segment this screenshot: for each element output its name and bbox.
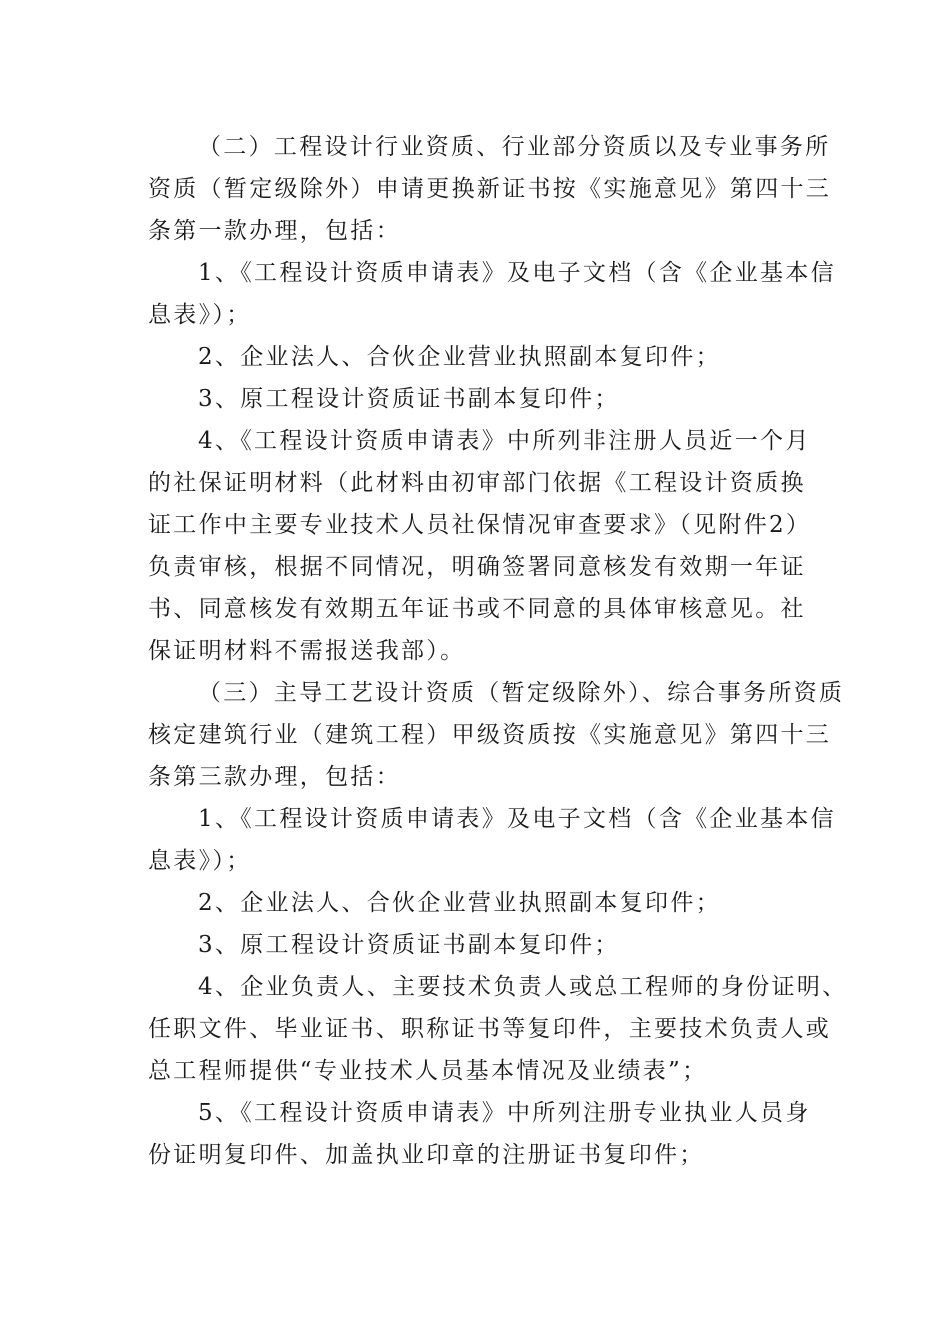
text-line: 2、企业法人、合伙企业营业执照副本复印件； [198, 344, 721, 370]
text-line: 息表》）； [148, 848, 252, 874]
text-line: 1、《工程设计资质申请表》及电子文档（含《企业基本信 [198, 806, 836, 832]
text-line: 4、企业负责人、主要技术负责人或总工程师的身份证明、 [198, 974, 848, 1000]
document-body [148, 126, 848, 1176]
text-line: 资质（暂定级除外）申请更换新证书按《实施意见》第四十三 [148, 176, 832, 202]
text-line: 条第一款办理，包括： [148, 218, 401, 244]
text-line: 5、《工程设计资质申请表》中所列注册专业执业人员身 [198, 1100, 811, 1126]
text-line: 条第三款办理，包括： [148, 764, 401, 790]
text-line: 1、《工程设计资质申请表》及电子文档（含《企业基本信 [198, 260, 836, 286]
text-line: 的社保证明材料（此材料由初审部门依据《工程设计资质换 [148, 470, 806, 496]
text-line: （二）工程设计行业资质、行业部分资质以及专业事务所 [198, 134, 831, 160]
text-line: 书、同意核发有效期五年证书或不同意的具体审核意见。社 [148, 596, 806, 622]
text-line: 4、《工程设计资质申请表》中所列非注册人员近一个月 [198, 428, 811, 454]
text-line: 息表》）； [148, 302, 252, 328]
text-line: 保证明材料不需报送我部）。 [148, 638, 466, 664]
text-line: 份证明复印件、加盖执业印章的注册证书复印件； [148, 1142, 705, 1168]
text-line: 任职文件、毕业证书、职称证书等复印件，主要技术负责人或 [148, 1016, 832, 1042]
text-line: 负责审核，根据不同情况，明确签署同意核发有效期一年证 [148, 554, 806, 580]
text-line: （三）主导工艺设计资质（暂定级除外）、综合事务所资质 [198, 680, 845, 706]
text-line: 2、企业法人、合伙企业营业执照副本复印件； [198, 890, 721, 916]
text-line: 3、原工程设计资质证书副本复印件； [198, 386, 620, 412]
text-line: 核定建筑行业（建筑工程）甲级资质按《实施意见》第四十三 [148, 722, 832, 748]
text-line: 证工作中主要专业技术人员社保情况审查要求》（见附件2） [148, 512, 812, 538]
text-line: 3、原工程设计资质证书副本复印件； [198, 932, 620, 958]
text-line: 总工程师提供“专业技术人员基本情况及业绩表”； [148, 1058, 708, 1084]
